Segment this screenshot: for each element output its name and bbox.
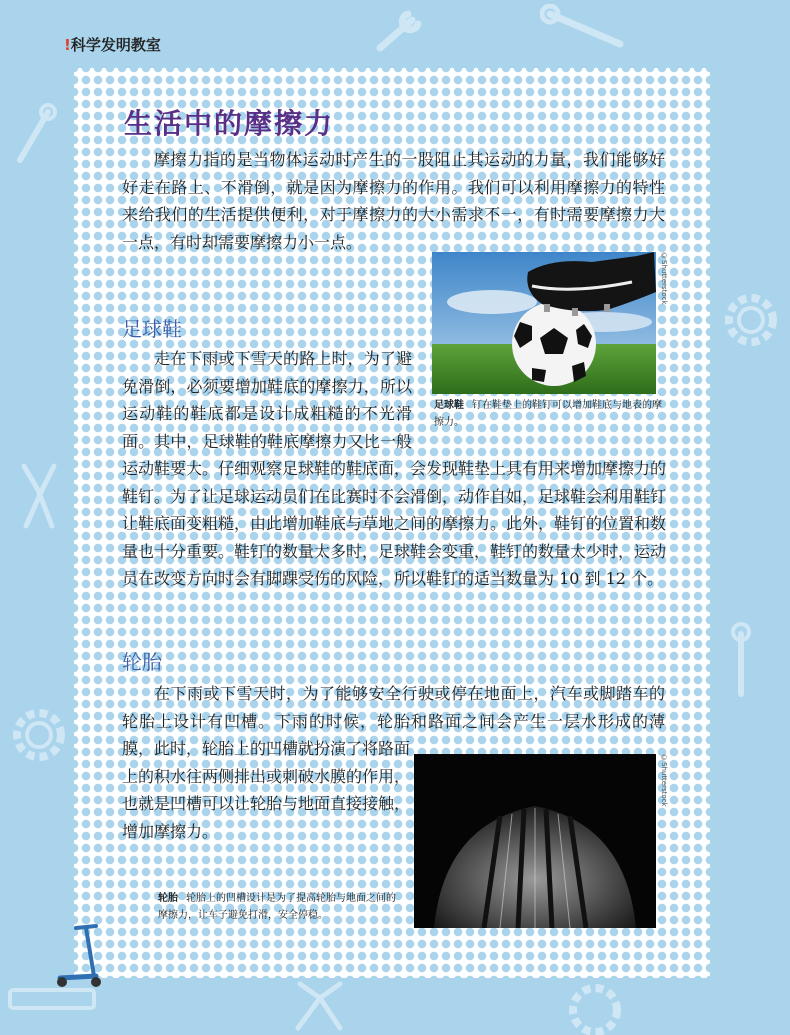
- wrap-spacer: [412, 345, 666, 431]
- pliers-icon: [14, 460, 64, 530]
- wrench-icon: [372, 8, 432, 58]
- section-marker: !: [64, 36, 71, 54]
- wrench-icon: [10, 100, 60, 170]
- wrench-icon: [540, 4, 630, 54]
- gear-icon: [560, 975, 630, 1035]
- wrap-spacer: [665, 146, 666, 242]
- section-label-text: 科学发明教室: [70, 36, 161, 54]
- tire-caption-text: 轮胎上的凹槽设计是为了提高轮胎与地面之间的摩擦力，让车子避免打滑，安全停稳。: [158, 893, 396, 921]
- wrench-icon: [716, 620, 766, 700]
- page-title: 生活中的摩擦力: [124, 107, 335, 140]
- tire-paragraph: 在下雨或下雪天时，为了能够安全行驶或停在地面上，汽车或脚踏车的轮胎上设计有凹槽。下雨的时候，轮胎和路面之间会产生一层水形成的薄膜，此时，轮胎上的凹槽就扮演了将路面上的积水往两侧排出或刺破水膜的作用，也就是凹槽可以让轮胎与地面直接接触，增加摩擦力。: [122, 680, 666, 936]
- soccer-heading: 足球鞋: [122, 317, 182, 341]
- tire-caption: [158, 890, 402, 924]
- photo-credit: ©Shutterstock: [660, 252, 668, 305]
- scooter-icon: [50, 918, 122, 990]
- pliers-icon: [290, 978, 350, 1034]
- tire-heading: 轮胎: [122, 650, 162, 674]
- wrap-spacer: [665, 680, 666, 736]
- tire-caption-label: 轮胎: [158, 893, 178, 904]
- photo-credit: ©Shutterstock: [660, 754, 668, 807]
- soccer-caption-label: 足球鞋: [434, 400, 464, 411]
- soccer-paragraph: 走在下雨或下雪天的路上时，为了避免滑倒，必须要增加鞋底的摩擦力，所以运动鞋的鞋底都是设计成粗糙的不光滑面。其中，足球鞋的鞋底摩擦力又比一般运动鞋要大。仔细观察足球鞋的鞋底面，会发现鞋垫上具有用来增加摩擦力的鞋钉。为了让足球运动员们在比赛时不会滑倒，动作自如，足球鞋会利用鞋钉让鞋底面变粗糙，由此增加鞋底与草地之间的摩擦力。此外，鞋钉的位置和数量也十分重要。鞋钉的数量太多时，足球鞋会变重，鞋钉的数量太少时，运动员在改变方向时会有脚踝受伤的风险，所以鞋钉的适当数量为 10 到 12 个。: [122, 345, 666, 593]
- intro-paragraph: 摩擦力指的是当物体运动时产生的一股阻止其运动的力量，我们能够好好走在路上、不滑倒，就是因为摩擦力的作用。我们可以利用摩擦力的特性来给我们的生活提供便利，对于摩擦力的大小需求不一，有时需要摩擦力大一点，有时却需要摩擦力小一点。: [122, 146, 666, 286]
- soccer-caption-text: 钉在鞋垫上的鞋钉可以增加鞋底与地表的摩擦力。: [434, 400, 662, 428]
- section-label: [64, 34, 161, 55]
- gear-icon: [4, 700, 74, 770]
- gear-icon: [716, 285, 786, 355]
- tire-photo: [414, 754, 656, 928]
